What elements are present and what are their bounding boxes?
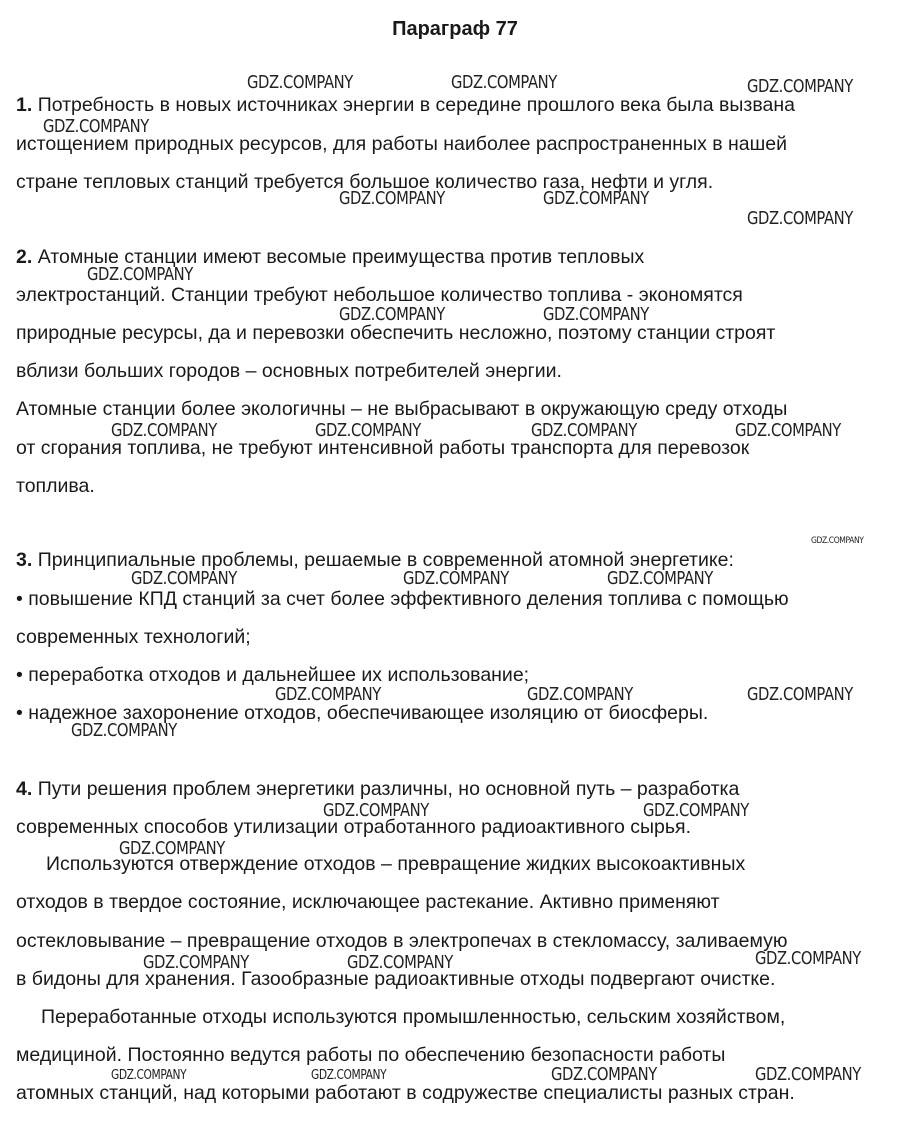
watermark: GDZ.COMPANY [311, 1068, 387, 1083]
section-3-bullet-1: • повышение КПД станций за счет более эффективного деления топлива с помощью [16, 588, 789, 610]
section-3-bullet-2: • переработка отходов и дальнейшее их использование; [16, 664, 530, 686]
watermark: GDZ.COMPANY [735, 420, 841, 441]
section-4-line-1: 4. Пути решения проблем энергетики различны, но основной путь – разработка [16, 778, 740, 800]
section-1-number: 1. [16, 94, 33, 116]
section-1-line-1: 1. Потребность в новых источниках энергии в середине прошлого века была вызвана [16, 94, 795, 116]
watermark: GDZ.COMPANY [339, 304, 445, 325]
watermark: GDZ.COMPANY [87, 264, 193, 285]
watermark: GDZ.COMPANY [643, 800, 749, 821]
section-3-number: 3. [16, 549, 33, 571]
watermark: GDZ.COMPANY [119, 838, 225, 859]
watermark: GDZ.COMPANY [747, 208, 853, 229]
section-4-line-9: атомных станций, над которыми работают в содружестве специалисты разных стран. [16, 1082, 795, 1104]
section-2-line-1: 2. Атомные станции имеют весомые преимущества против тепловых [16, 246, 645, 268]
watermark: GDZ.COMPANY [71, 720, 177, 741]
watermark: GDZ.COMPANY [347, 952, 453, 973]
section-2-line-4: вблизи больших городов – основных потребителей энергии. [16, 360, 562, 382]
watermark: GDZ.COMPANY [543, 188, 649, 209]
section-4-line-5: остекловывание – превращение отходов в электропечах в стекломассу, заливаемую [16, 930, 788, 952]
section-2-line-7: топлива. [16, 475, 95, 497]
watermark: GDZ.COMPANY [275, 684, 381, 705]
watermark: GDZ.COMPANY [111, 420, 217, 441]
section-1-line-3: стране тепловых станций требуется большое количество газа, нефти и угля. [16, 171, 714, 193]
section-3-line-3: современных технологий; [16, 626, 251, 648]
watermark: GDZ.COMPANY [811, 536, 864, 546]
section-4-line-2: современных способов утилизации отработанного радиоактивного сырья. [16, 816, 691, 838]
section-4-line-8: медициной. Постоянно ведутся работы по обеспечению безопасности работы [16, 1044, 726, 1066]
section-3-bullet-3: • надежное захоронение отходов, обеспечивающее изоляцию от биосферы. [16, 702, 709, 724]
page-title: Параграф 77 [392, 18, 518, 40]
watermark: GDZ.COMPANY [543, 304, 649, 325]
watermark: GDZ.COMPANY [43, 116, 149, 137]
watermark: GDZ.COMPANY [111, 1068, 187, 1083]
watermark: GDZ.COMPANY [315, 420, 421, 441]
section-2-line-5: Атомные станции более экологичны – не выбрасывают в окружающую среду отходы [16, 398, 788, 420]
section-3-line-1: 3. Принципиальные проблемы, решаемые в современной атомной энергетике: [16, 549, 734, 571]
watermark: GDZ.COMPANY [339, 188, 445, 209]
watermark: GDZ.COMPANY [451, 72, 557, 93]
watermark: GDZ.COMPANY [755, 1064, 861, 1085]
watermark: GDZ.COMPANY [551, 1064, 657, 1085]
section-4-line-7: Переработанные отходы используются промышленностью, сельским хозяйством, [41, 1006, 786, 1028]
watermark: GDZ.COMPANY [747, 76, 853, 97]
watermark: GDZ.COMPANY [131, 568, 237, 589]
section-2-line-6: от сгорания топлива, не требуют интенсивной работы транспорта для перевозок [16, 437, 750, 459]
section-4-number: 4. [16, 778, 33, 800]
section-4-line-4: отходов в твердое состояние, исключающее растекание. Активно применяют [16, 891, 720, 913]
watermark: GDZ.COMPANY [247, 72, 353, 93]
watermark: GDZ.COMPANY [607, 568, 713, 589]
watermark: GDZ.COMPANY [143, 952, 249, 973]
watermark: GDZ.COMPANY [323, 800, 429, 821]
section-1-line-2: истощением природных ресурсов, для работы наиболее распространенных в нашей [16, 133, 788, 155]
watermark: GDZ.COMPANY [403, 568, 509, 589]
section-2-line-3: природные ресурсы, да и перевозки обеспечить несложно, поэтому станции строят [16, 322, 776, 344]
watermark: GDZ.COMPANY [531, 420, 637, 441]
watermark: GDZ.COMPANY [755, 948, 861, 969]
section-4-line-6: в бидоны для хранения. Газообразные радиоактивные отходы подвергают очистке. [16, 968, 776, 990]
watermark: GDZ.COMPANY [527, 684, 633, 705]
section-2-line-2: электростанций. Станции требуют небольшое количество топлива - экономятся [16, 284, 743, 306]
section-4-line-3: Используются отверждение отходов – превращение жидких высокоактивных [46, 853, 746, 875]
watermark: GDZ.COMPANY [747, 684, 853, 705]
section-2-number: 2. [16, 246, 33, 268]
